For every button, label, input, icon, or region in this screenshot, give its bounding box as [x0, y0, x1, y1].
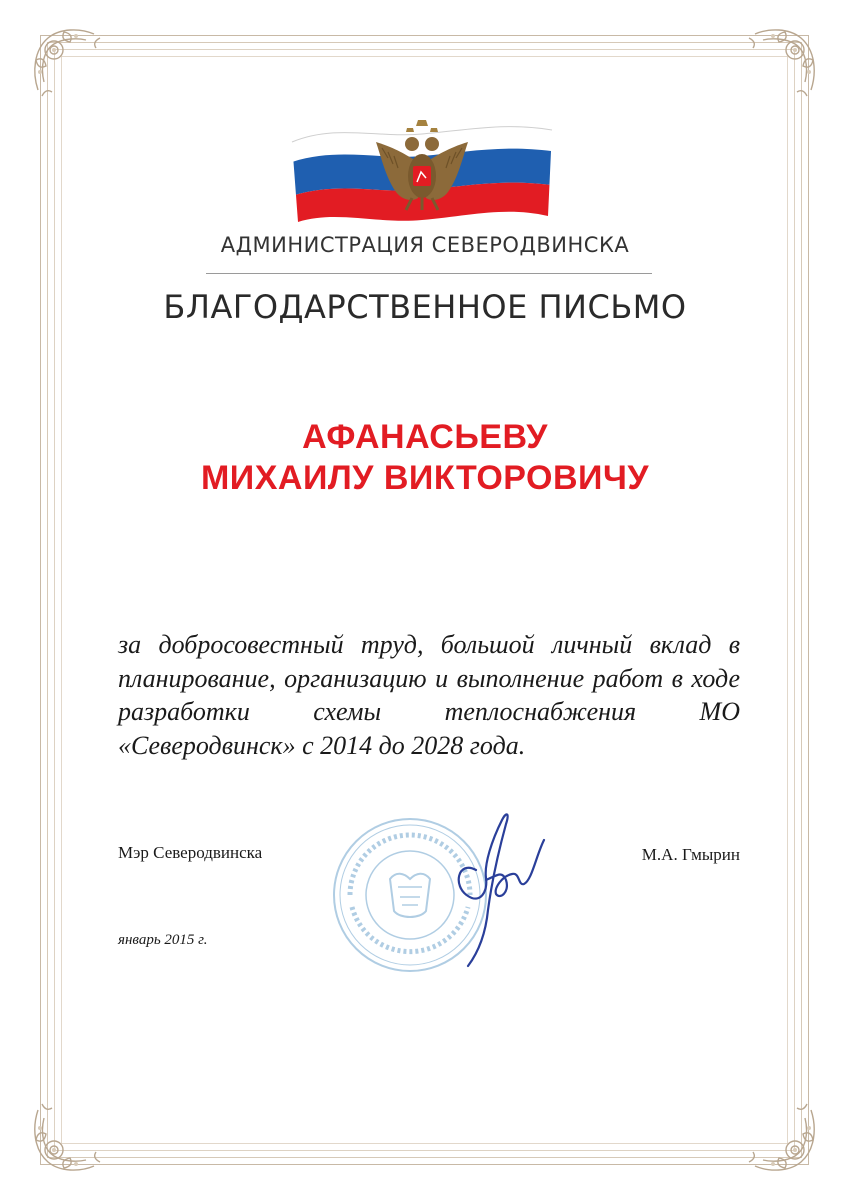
handwritten-signature-icon	[440, 800, 560, 970]
recipient-given-names: МИХАИЛУ ВИКТОРОВИЧУ	[200, 459, 650, 497]
corner-ornament-icon	[24, 20, 108, 104]
russian-flag-with-coat-of-arms-icon	[286, 120, 558, 224]
signatory-position: Мэр Северодвинска	[118, 843, 263, 862]
document-title: БЛАГОДАРСТВЕННОЕ ПИСЬМО	[163, 288, 687, 326]
signatory-name: М.А. Гмырин	[641, 845, 740, 864]
corner-ornament-icon	[741, 20, 825, 104]
corner-ornament-icon	[741, 1096, 825, 1180]
issue-date: январь 2015 г.	[118, 932, 208, 948]
issuer-heading: АДМИНИСТРАЦИЯ СЕВЕРОДВИНСКА	[220, 233, 630, 257]
citation-text: за добросовестный труд, большой личный вклад в планирование, организацию и выполнение работ в ходе разработки схемы теплоснабжения МО «Северодвинск» с 2014 до 2028 года.	[118, 630, 740, 760]
recipient-surname: АФАНАСЬЕВУ	[302, 418, 548, 456]
corner-ornament-icon	[24, 1096, 108, 1180]
title-divider	[206, 273, 652, 274]
